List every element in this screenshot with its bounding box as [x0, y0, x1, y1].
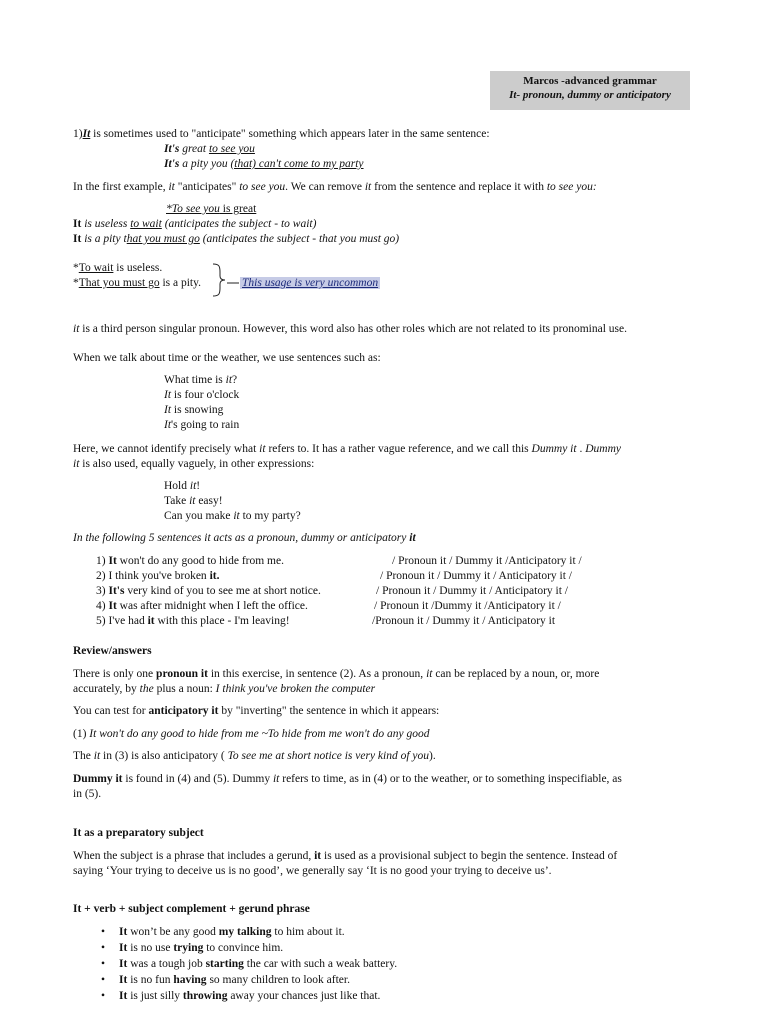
paragraph: In the first example, it "anticipates" to see you. We can remove it from the sentence and replace it with to see you: — [73, 181, 597, 193]
paragraph: There is only one pronoun it in this exercise, in sentence (2). As a pronoun, it can be replaced by a noun, or, more — [73, 668, 600, 680]
example-line: It's going to rain — [164, 419, 240, 431]
paragraph: When we talk about time or the weather, we use sentences such as: — [73, 352, 381, 364]
exercise-options: /Pronoun it / Dummy it / Anticipatory it — [372, 615, 556, 627]
list-item: • It is no use trying to convince him. — [119, 941, 283, 956]
example-line: It's a pity you (that) can't come to my party — [164, 158, 364, 170]
paragraph: Dummy it is found in (4) and (5). Dummy it refers to time, as in (4) or to the weather, or to something inspecifiable, as — [73, 773, 622, 785]
list-item: • It won’t be any good my talking to him about it. — [119, 925, 345, 940]
paragraph: When the subject is a phrase that includes a gerund, it is used as a provisional subject to begin the sentence. Instead of — [73, 850, 618, 862]
example-line: *To see you is great — [166, 203, 257, 215]
example-line: *To wait is useless. — [73, 262, 163, 274]
exercise-item: 1) It won't do any good to hide from me. — [96, 555, 284, 567]
exercise-item: 5) I've had it with this place - I'm leaving! — [96, 615, 290, 627]
exercise-options: / Pronoun it /Dummy it /Anticipatory it / — [374, 600, 561, 612]
example-line: It is snowing — [164, 404, 224, 416]
example-line: It is useless to wait (anticipates the subject - to wait) — [73, 218, 317, 230]
example-line: It is four o'clock — [164, 389, 240, 401]
title-box — [490, 71, 690, 110]
section-heading: Review/answers — [73, 645, 152, 657]
example-line: What time is it? — [164, 374, 238, 386]
paragraph: in (5). — [73, 788, 102, 800]
example-line: It's great to see you — [164, 143, 255, 155]
list-item: • It is no fun having so many children to look after. — [119, 973, 350, 988]
paragraph: it is also used, equally vaguely, in other expressions: — [73, 458, 315, 470]
paragraph: Here, we cannot identify precisely what it refers to. It has a rather vague reference, and we call this Dummy it . Dummy — [73, 443, 621, 455]
example-line: Take it easy! — [164, 495, 223, 507]
exercise-options: / Pronoun it / Dummy it / Anticipatory it / — [376, 585, 568, 597]
exercise-item: 4) It was after midnight when I left the office. — [96, 600, 308, 612]
list-item: • It was a tough job starting the car with such a weak battery. — [119, 957, 397, 972]
exercise-options: / Pronoun it / Dummy it / Anticipatory it / — [380, 570, 572, 582]
section-heading: It + verb + subject complement + gerund phrase — [73, 903, 310, 915]
uncommon-note: This usage is very uncommon — [242, 277, 379, 289]
example-line: Hold it! — [164, 480, 201, 492]
curly-brace-icon — [211, 262, 241, 298]
paragraph: (1) It won't do any good to hide from me ~To hide from me won't do any good — [73, 728, 430, 740]
intro-line: 1)It is sometimes used to "anticipate" something which appears later in the same sentence: — [73, 128, 490, 140]
exercise-item: 3) It's very kind of you to see me at short notice. — [96, 585, 321, 597]
example-line: It is a pity that you must go (anticipates the subject - that you must go) — [73, 233, 400, 245]
paragraph: You can test for anticipatory it by "inverting" the sentence in which it appears: — [73, 705, 440, 717]
paragraph: accurately, by the plus a noun: I think you've broken the computer — [73, 683, 376, 695]
exercise-intro: In the following 5 sentences it acts as a pronoun, dummy or anticipatory it — [73, 532, 416, 544]
paragraph: saying ‘Your trying to deceive us is no good’, we generally say ‘It is no good your trying to deceive us’. — [73, 865, 552, 877]
title-line-1: Marcos -advanced grammar — [523, 75, 657, 87]
example-line: Can you make it to my party? — [164, 510, 301, 522]
paragraph: it is a third person singular pronoun. However, this word also has other roles which are not related to its pronominal use. — [73, 323, 627, 335]
list-item: • It is just silly throwing away your chances just like that. — [119, 989, 380, 1004]
section-heading: It as a preparatory subject — [73, 827, 204, 839]
exercise-options: / Pronoun it / Dummy it /Anticipatory it / — [392, 555, 582, 567]
example-line: *That you must go is a pity. — [73, 277, 201, 289]
paragraph: The it in (3) is also anticipatory ( To see me at short notice is very kind of you). — [73, 750, 436, 762]
exercise-item: 2) I think you've broken it. — [96, 570, 220, 582]
title-line-2: It- pronoun, dummy or anticipatory — [509, 89, 671, 101]
